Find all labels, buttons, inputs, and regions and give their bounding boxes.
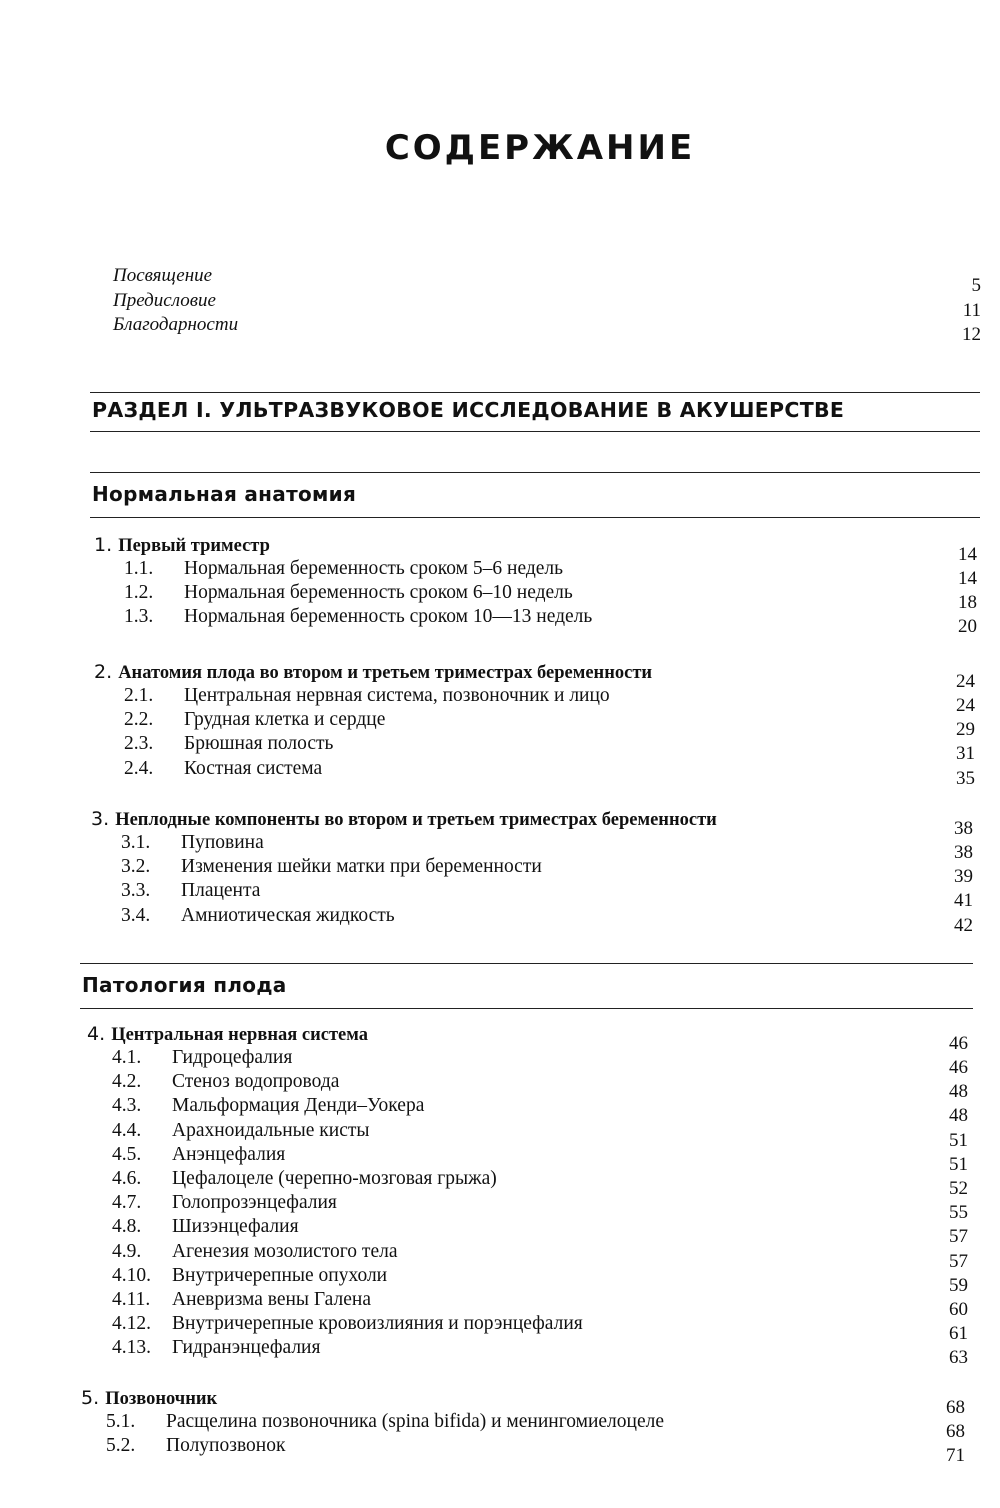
page-number: 46 (949, 1033, 968, 1054)
toc-item[interactable] (91, 879, 973, 912)
item-title: Гидранэнцефалия (172, 1337, 321, 1359)
page-number: 20 (958, 616, 977, 638)
front-matter-row[interactable] (113, 289, 981, 321)
toc-item[interactable] (94, 732, 975, 765)
page-number: 48 (949, 1081, 968, 1103)
item-number: 4.11. (112, 1288, 151, 1310)
page-number: 61 (949, 1323, 968, 1345)
item-number: 4.12. (112, 1313, 151, 1335)
chapter-number-dot: . (93, 1387, 106, 1409)
item-title: Нормальная беременность сроком 6–10 недель (184, 582, 573, 604)
item-title: Гидроцефалия (172, 1047, 293, 1068)
chapter-block (87, 1022, 968, 1369)
toc-item[interactable] (87, 1143, 968, 1175)
item-number: 4.8. (112, 1216, 142, 1238)
toc-item[interactable] (94, 708, 975, 741)
page-number: 68 (946, 1421, 965, 1442)
chapter-title: Анатомия плода во втором и третьем триместрах беременности (118, 663, 653, 683)
chapter-title: Первый триместр (118, 536, 270, 556)
item-number: 2.2. (124, 709, 154, 731)
item-title: Мальформация Денди–Уокера (172, 1095, 425, 1117)
toc-item[interactable] (87, 1046, 968, 1078)
toc-item[interactable] (91, 904, 973, 936)
subsection-title: Нормальная анатомия (92, 482, 357, 506)
page-number: 35 (956, 767, 975, 789)
section-title: РАЗДЕЛ I. УЛЬТРАЗВУКОВОЕ ИССЛЕДОВАНИЕ В АКУШЕРСТВЕ (92, 398, 845, 422)
item-title: Внутричерепные опухоли (172, 1264, 388, 1286)
item-title: Изменения шейки матки при беременности (181, 856, 542, 878)
toc-item[interactable] (87, 1336, 968, 1369)
page-number: 42 (954, 914, 973, 936)
item-number: 3.3. (121, 880, 151, 902)
item-title: Шизэнцефалия (172, 1216, 299, 1238)
item-number: 5.1. (106, 1411, 136, 1432)
toc-item[interactable] (87, 1215, 968, 1248)
toc-item[interactable] (81, 1410, 965, 1442)
item-title: Голопрозэнцефалия (172, 1192, 337, 1214)
page-number: 51 (949, 1129, 968, 1151)
chapter-number-dot: . (106, 661, 119, 683)
item-title: Внутричерепные кровоизлияния и порэнцефалия (172, 1313, 583, 1335)
item-number: 4.10. (112, 1264, 151, 1286)
toc-item[interactable] (94, 581, 977, 614)
page-number: 24 (956, 671, 975, 692)
page-number: 38 (954, 818, 973, 839)
front-matter-label: Благодарности (113, 314, 239, 335)
item-number: 2.1. (124, 685, 154, 706)
chapter-heading[interactable] (87, 1022, 968, 1054)
page-number: 68 (946, 1397, 965, 1418)
toc-item[interactable] (87, 1191, 968, 1224)
item-title: Брюшная полость (184, 733, 334, 755)
item-title: Анэнцефалия (172, 1143, 286, 1165)
item-title: Костная система (184, 757, 323, 779)
item-number: 1.1. (124, 558, 154, 579)
front-matter-row[interactable] (113, 313, 981, 345)
item-number: 4.13. (112, 1337, 151, 1359)
front-matter-label: Предисловие (113, 289, 216, 311)
item-number: 5.2. (106, 1435, 136, 1457)
page-number: 57 (949, 1250, 968, 1272)
toc-item[interactable] (87, 1119, 968, 1151)
item-title: Нормальная беременность сроком 10—13 недель (184, 606, 593, 628)
toc-item[interactable] (87, 1240, 968, 1272)
item-title: Стеноз водопровода (172, 1071, 340, 1093)
chapter-number-dot: . (103, 808, 116, 830)
toc-item[interactable] (87, 1264, 968, 1296)
front-matter-label: Посвящение (113, 265, 213, 286)
toc-item[interactable] (87, 1167, 968, 1199)
toc-item[interactable] (87, 1094, 968, 1127)
item-title: Нормальная беременность сроком 5–6 недель (184, 558, 564, 579)
page-number: 60 (949, 1298, 968, 1320)
chapter-heading[interactable] (91, 807, 973, 839)
chapter-heading[interactable] (81, 1386, 965, 1418)
item-number: 1.3. (124, 606, 154, 628)
chapter-number: 2 (94, 661, 107, 683)
item-number: 4.4. (112, 1119, 142, 1141)
page-number: 46 (949, 1057, 968, 1078)
item-number: 4.6. (112, 1167, 142, 1189)
page-number: 29 (956, 719, 975, 741)
page-number: 24 (956, 695, 975, 716)
item-title: Амниотическая жидкость (181, 904, 395, 926)
item-number: 4.1. (112, 1047, 142, 1068)
page-number: 71 (946, 1445, 965, 1467)
page-number: 48 (949, 1105, 968, 1127)
chapter-number: 1 (94, 534, 107, 556)
item-number: 4.7. (112, 1192, 142, 1214)
page-number: 5 (971, 275, 981, 296)
subsection-heading (80, 963, 973, 1009)
subsection-title: Патология плода (82, 973, 287, 997)
item-number: 4.5. (112, 1143, 142, 1165)
page-number: 14 (958, 544, 977, 565)
page-number: 11 (962, 299, 981, 321)
chapter-block (94, 533, 977, 638)
item-number: 2.4. (124, 757, 154, 779)
toc-item[interactable] (94, 605, 977, 638)
chapter-number-dot: . (99, 1023, 112, 1045)
item-title: Полупозвонок (166, 1435, 286, 1457)
item-title: Центральная нервная система, позвоночник и лицо (184, 685, 610, 706)
section-heading (90, 392, 980, 432)
page-number: 18 (958, 592, 977, 614)
page-number: 41 (954, 890, 973, 912)
page-number: 14 (958, 568, 977, 589)
chapter-title: Позвоночник (105, 1389, 218, 1409)
item-number: 4.2. (112, 1071, 142, 1093)
toc-item[interactable] (94, 557, 977, 589)
item-title: Аневризма вены Галена (172, 1288, 371, 1310)
chapter-number: 5 (81, 1387, 94, 1409)
toc-item[interactable] (87, 1312, 968, 1345)
chapter-number: 4 (87, 1023, 100, 1045)
item-number: 3.2. (121, 856, 151, 878)
item-title: Плацента (181, 880, 261, 902)
page-number: 38 (954, 842, 973, 863)
item-title: Агенезия мозолистого тела (172, 1240, 398, 1262)
item-title: Расщелина позвоночника (spina bifida) и менингомиелоцеле (166, 1411, 665, 1432)
toc-item[interactable] (87, 1288, 968, 1320)
chapter-number: 3 (91, 808, 104, 830)
chapter-block (81, 1386, 965, 1467)
page-number: 63 (949, 1347, 968, 1369)
subsection-heading (90, 472, 980, 518)
front-matter (113, 264, 981, 345)
item-number: 3.4. (121, 904, 151, 926)
chapter-title: Неплодные компоненты во втором и третьем триместрах беременности (115, 810, 717, 830)
toc-item[interactable] (94, 684, 975, 716)
chapter-heading[interactable] (94, 660, 975, 692)
chapter-heading[interactable] (94, 533, 977, 565)
item-title: Цефалоцеле (черепно-мозговая грыжа) (172, 1167, 497, 1189)
page-number: 31 (956, 743, 975, 765)
item-title: Пуповина (181, 832, 264, 853)
chapter-title: Центральная нервная система (111, 1025, 368, 1045)
toc-item[interactable] (94, 757, 975, 789)
item-number: 1.2. (124, 582, 154, 604)
page-number: 51 (949, 1153, 968, 1175)
toc-item[interactable] (91, 855, 973, 888)
page-number: 39 (954, 866, 973, 888)
page-title: СОДЕРЖАНИЕ (384, 128, 696, 168)
chapter-block (91, 807, 973, 936)
item-number: 2.3. (124, 733, 154, 755)
chapter-number-dot: . (106, 534, 119, 556)
page-number: 55 (949, 1202, 968, 1224)
item-number: 4.3. (112, 1095, 142, 1117)
toc-item[interactable] (81, 1434, 965, 1467)
item-title: Арахноидальные кисты (172, 1119, 370, 1141)
toc-item[interactable] (87, 1070, 968, 1103)
page-number: 57 (949, 1226, 968, 1248)
item-title: Грудная клетка и сердце (184, 709, 386, 731)
page-number: 12 (962, 324, 981, 345)
page-number: 59 (949, 1274, 968, 1296)
item-number: 4.9. (112, 1240, 142, 1262)
page-number: 52 (949, 1177, 968, 1199)
chapter-block (94, 660, 975, 789)
front-matter-row[interactable] (113, 264, 981, 296)
toc-item[interactable] (91, 831, 973, 863)
item-number: 3.1. (121, 832, 151, 853)
